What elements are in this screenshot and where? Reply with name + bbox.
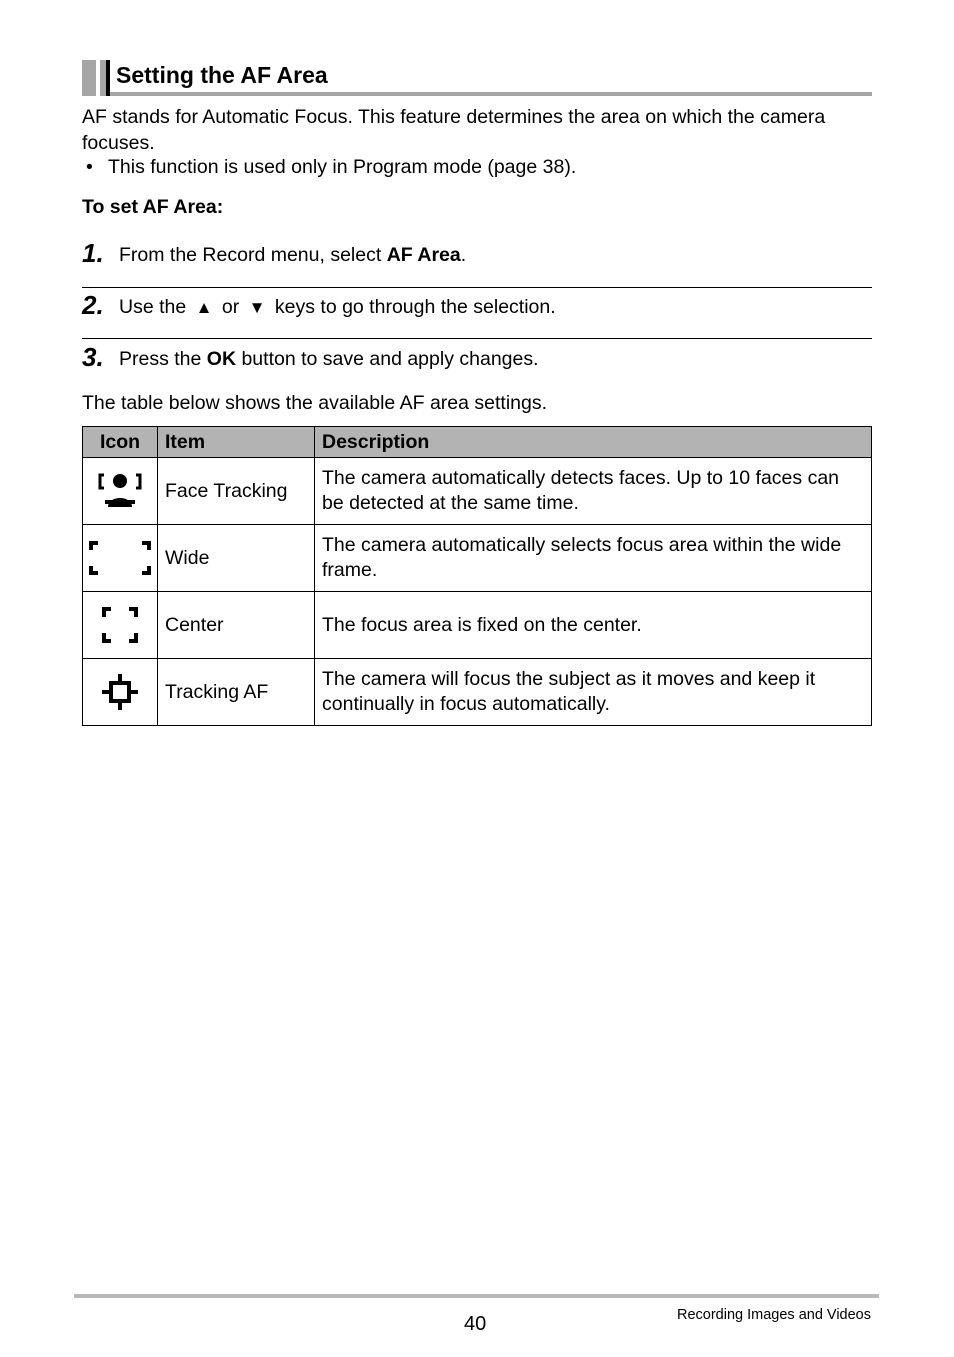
table-cell-item: Wide [158,525,315,592]
step-number: 2. [82,290,104,320]
face-tracking-icon [83,458,158,525]
heading-bar-decoration [106,60,110,96]
center-frame-icon [83,592,158,659]
footer-section-title: Recording Images and Videos [677,1307,871,1323]
table-row [83,458,872,525]
bullet-item [82,154,576,180]
step-2 [82,290,872,330]
step-divider [82,287,872,288]
step-text: Press the OK button to save and apply changes. [119,348,539,370]
page-number: 40 [464,1313,487,1335]
up-arrow-icon: ▲ [195,298,213,317]
bullet-text: This function is used only in Program mode (page 38). [108,156,577,178]
wide-frame-icon [83,525,158,592]
table-intro: The table below shows the available AF area settings. [82,392,548,414]
table-row [83,525,872,592]
bullet-mark: • [86,156,93,178]
table-cell-item: Tracking AF [158,659,315,726]
table-cell-item: Face Tracking [158,458,315,525]
procedure-subheading: To set AF Area: [82,196,224,218]
footer-divider [74,1294,879,1298]
ok-button-label: OK [206,348,237,370]
step-number: 1. [82,238,104,268]
heading-underline [110,92,872,96]
af-area-table [82,426,872,726]
table-cell-description: The focus area is fixed on the center. [315,592,872,659]
column-header-item: Item [158,427,315,458]
step-3 [82,342,872,382]
af-area-menu-label: AF Area [386,244,461,266]
step-text: Use the ▲ or ▼ keys to go through the selection. [119,296,556,318]
table-row [83,659,872,726]
table-cell-description: The camera will focus the subject as it moves and keep it continually in focus automatically. [315,659,872,726]
intro-paragraph: AF stands for Automatic Focus. This feature determines the area on which the camera focuses. [82,106,826,154]
table-header-row [83,427,872,458]
tracking-af-icon [83,659,158,726]
section-title: Setting the AF Area [116,62,328,88]
down-arrow-icon: ▼ [248,298,266,317]
heading-bar-decoration [82,60,96,96]
table-cell-item: Center [158,592,315,659]
table-cell-description: The camera automatically detects faces. Up to 10 faces can be detected at the same time. [315,458,872,525]
step-number: 3. [82,342,104,372]
step-divider [82,338,872,339]
table-row [83,592,872,659]
table-cell-description: The camera automatically selects focus area within the wide frame. [315,525,872,592]
column-header-description: Description [315,427,872,458]
step-text: From the Record menu, select AF Area. [119,244,467,266]
section-heading [82,58,872,98]
step-1 [82,238,872,278]
column-header-icon: Icon [83,427,158,458]
